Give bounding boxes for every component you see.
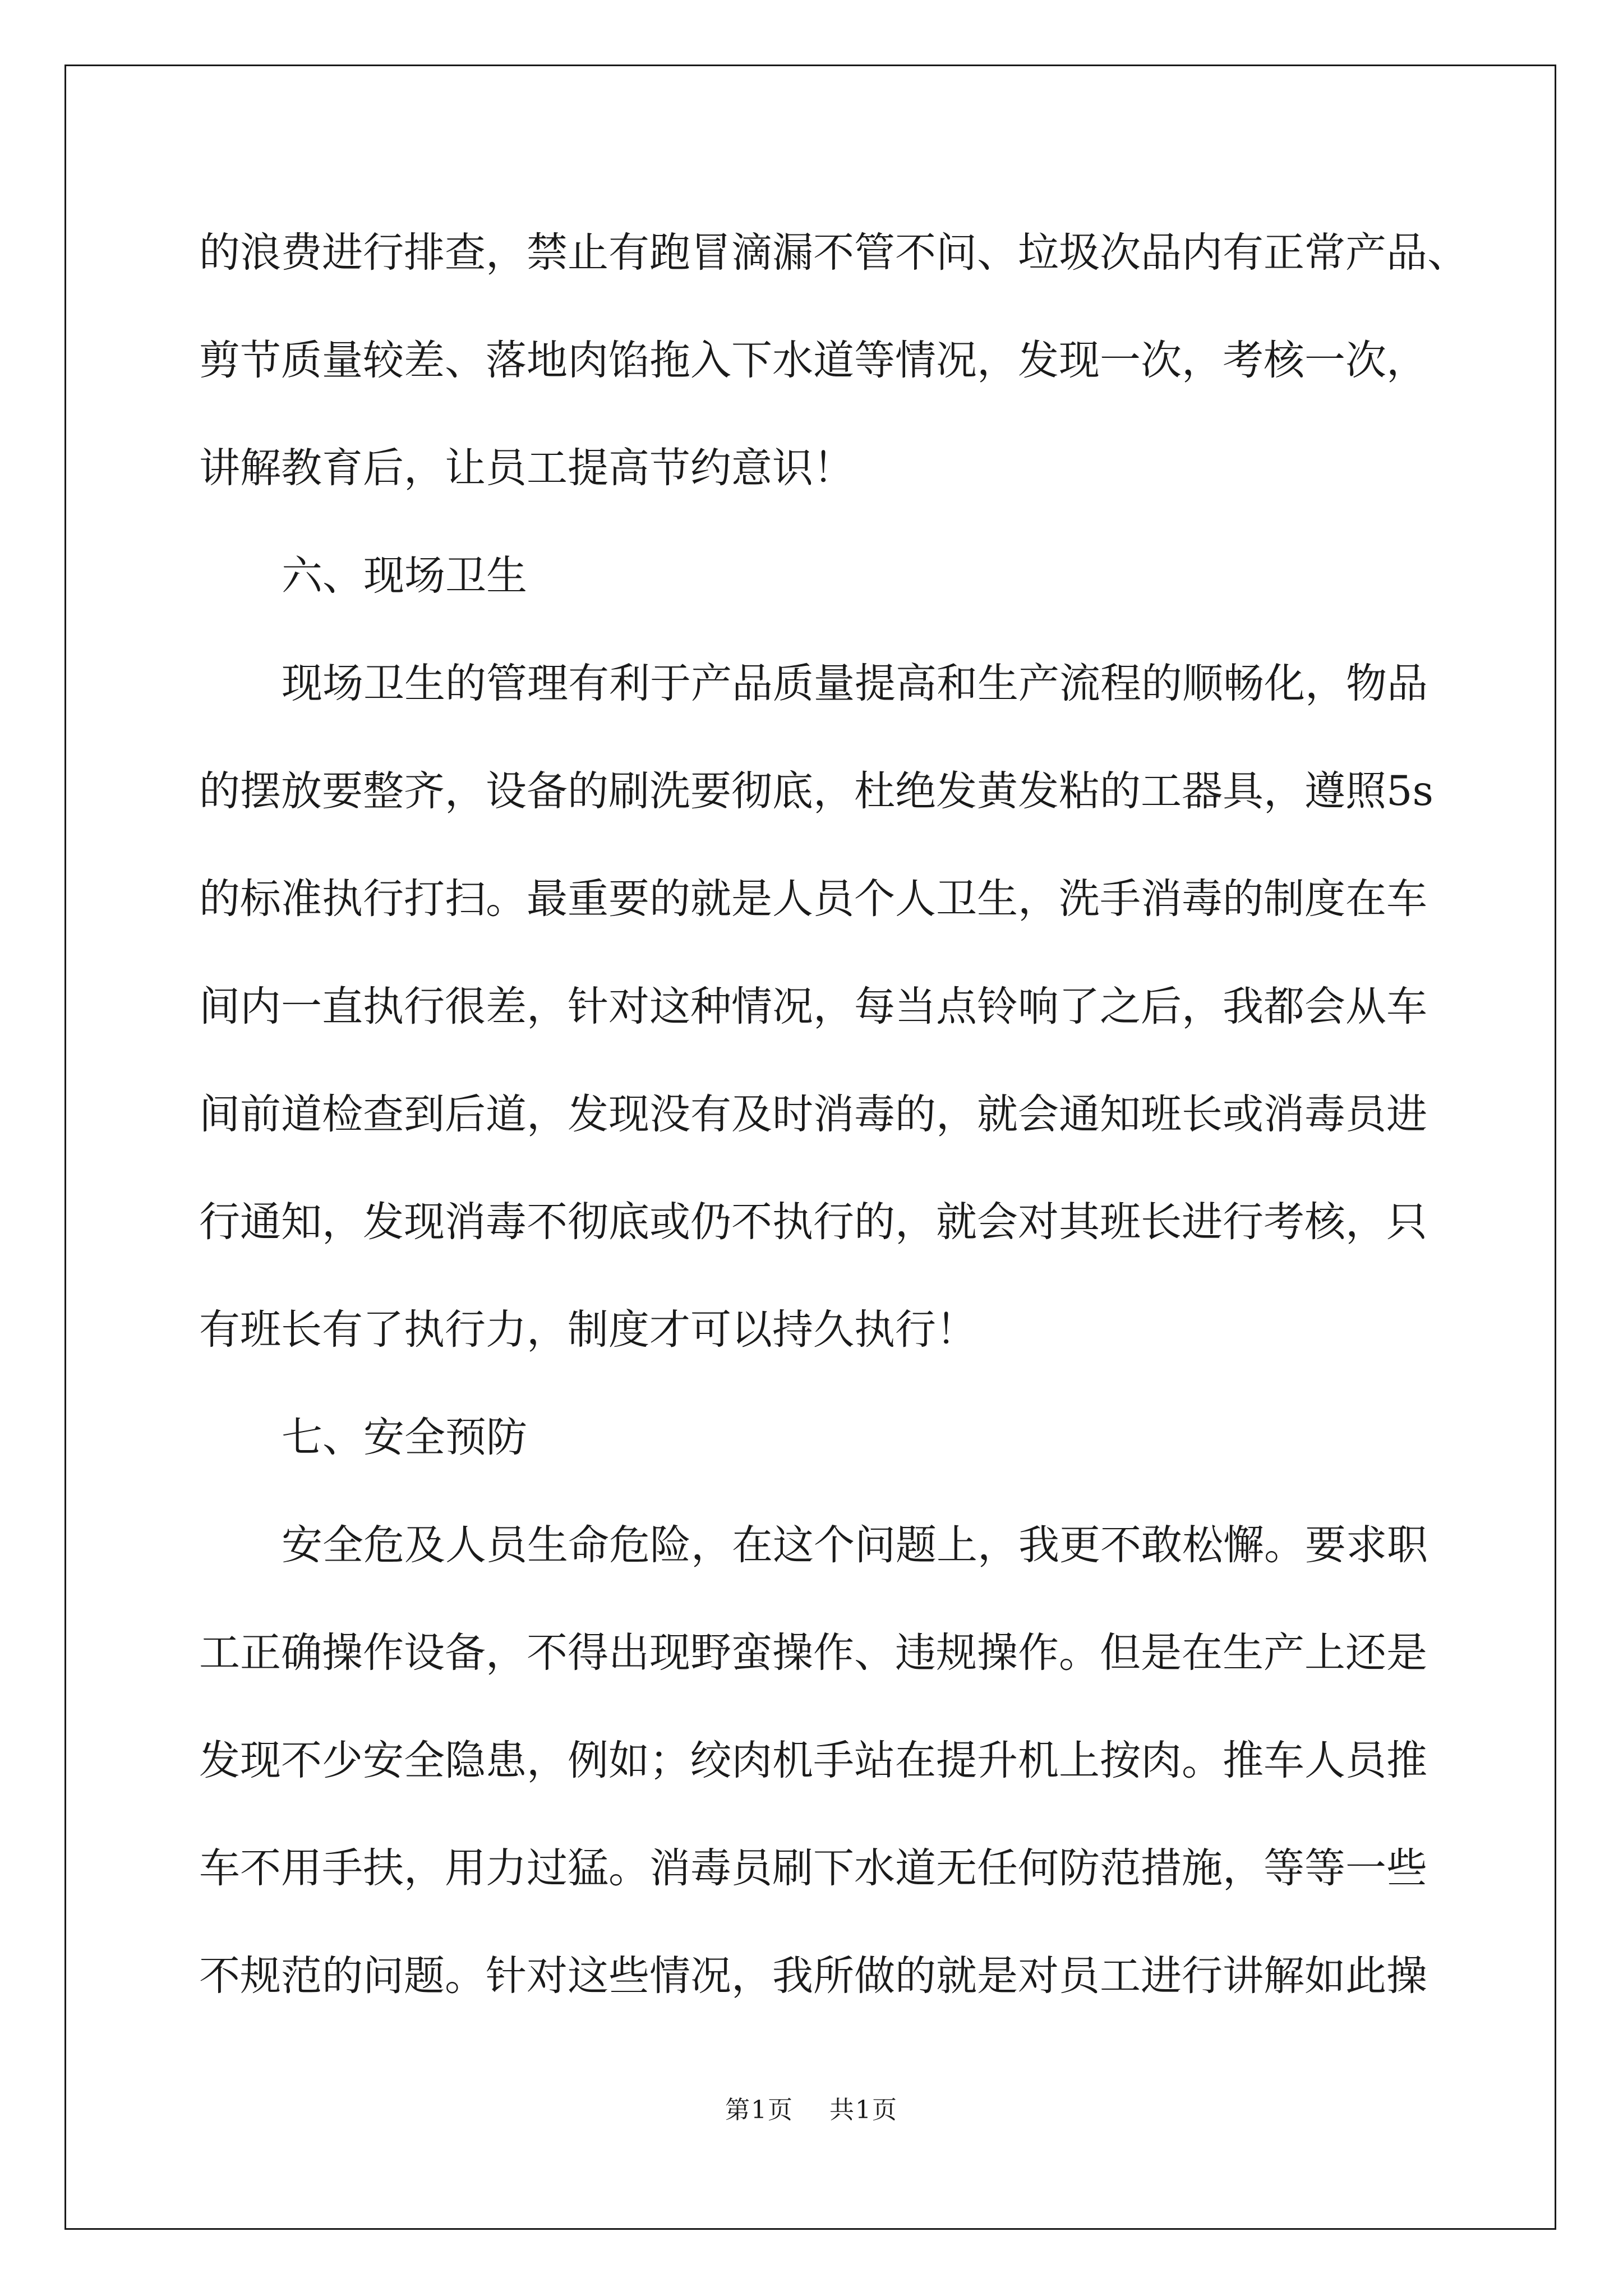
- body-line: 行通知，发现消毒不彻底或仍不执行的，就会对其班长进行考核，只: [199, 1198, 1427, 1246]
- body-line: 有班长有了执行力，制度才可以持久执行！: [199, 1306, 977, 1354]
- body-line: 车不用手扶，用力过猛。消毒员刷下水道无任何防范措施，等等一些: [199, 1844, 1427, 1892]
- section-heading-sanitation: 六、现场卫生: [282, 552, 527, 600]
- body-line: 的浪费进行排查，禁止有跑冒滴漏不管不问、垃圾次品内有正常产品、: [199, 229, 1468, 277]
- page-footer: [0, 2090, 1623, 2125]
- body-line: 的摆放要整齐，设备的刷洗要彻底，杜绝发黄发粘的工器具，遵照5s: [199, 767, 1433, 815]
- page-number: 第1页: [725, 2096, 794, 2124]
- page-total: 共1页: [829, 2096, 898, 2124]
- body-line: 讲解教育后，让员工提高节约意识！: [199, 444, 854, 492]
- body-line: 发现不少安全隐患，例如；绞肉机手站在提升机上按肉。推车人员推: [199, 1737, 1427, 1784]
- body-line: 间内一直执行很差，针对这种情况，每当点铃响了之后，我都会从车: [199, 983, 1427, 1030]
- body-line: 工正确操作设备，不得出现野蛮操作、违规操作。但是在生产上还是: [199, 1629, 1427, 1677]
- body-line: 间前道检查到后道，发现没有及时消毒的，就会通知班长或消毒员进: [199, 1091, 1427, 1138]
- section-heading-safety: 七、安全预防: [282, 1414, 527, 1461]
- paragraph-start-line: 现场卫生的管理有利于产品质量提高和生产流程的顺畅化，物品: [282, 660, 1428, 707]
- document-body: [199, 199, 1468, 2030]
- body-line: 的标准执行打扫。最重要的就是人员个人卫生，洗手消毒的制度在车: [199, 875, 1427, 923]
- body-line: 不规范的问题。针对这些情况，我所做的就是对员工进行讲解如此操: [199, 1952, 1427, 2000]
- paragraph-start-line: 安全危及人员生命危险，在这个问题上，我更不敢松懈。要求职: [282, 1521, 1428, 1569]
- body-line: 剪节质量较差、落地肉馅拖入下水道等情况，发现一次，考核一次，: [199, 337, 1427, 384]
